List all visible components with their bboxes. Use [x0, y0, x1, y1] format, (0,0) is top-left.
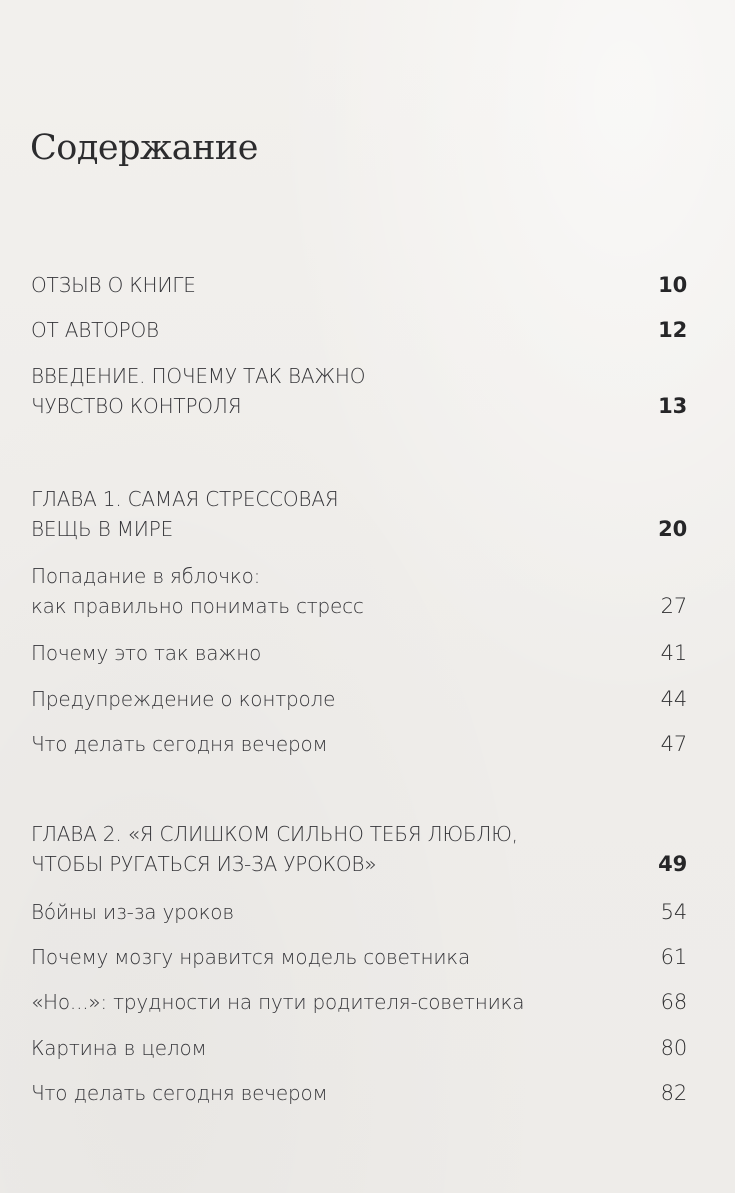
toc-entry-review	[31, 270, 687, 300]
toc-entry-page: 20	[658, 517, 687, 541]
toc-entry-title: Предупреждение о контроле	[31, 687, 336, 711]
toc-entry-section	[31, 897, 687, 927]
toc-entry-chapter-1	[31, 484, 687, 544]
toc-entry-section	[31, 1033, 687, 1063]
toc-entry-title: Почему мозгу нравится модель советника	[31, 945, 471, 969]
toc-entry-page: 41	[660, 641, 687, 665]
toc-entry-page: 68	[660, 990, 687, 1014]
toc-entry-title: Попадание в яблочко: как правильно понимать стресс	[31, 564, 364, 618]
toc-entry-section	[31, 638, 687, 668]
toc-entry-title: Что делать сегодня вечером	[31, 732, 328, 756]
contents-heading: Содержание	[30, 128, 258, 168]
toc-entry-section	[31, 987, 687, 1017]
toc-entry-page: 54	[660, 900, 687, 924]
toc-entry-page: 82	[660, 1081, 687, 1105]
toc-entry-section	[31, 1078, 687, 1108]
toc-entry-title: ОТЗЫВ О КНИГЕ	[31, 273, 196, 297]
toc-entry-title: «Но...»: трудности на пути родителя-советника	[31, 990, 525, 1014]
toc-entry-section	[31, 942, 687, 972]
toc-entry-title: ГЛАВА 2. «Я СЛИШКОМ СИЛЬНО ТЕБЯ ЛЮБЛЮ, ЧТОБЫ РУГАТЬСЯ ИЗ-ЗА УРОКОВ»	[31, 822, 518, 876]
toc-entry-page: 49	[658, 852, 687, 876]
toc-entry-section	[31, 729, 687, 759]
toc-entry-page: 61	[660, 945, 687, 969]
toc-entry-introduction	[31, 361, 687, 421]
toc-entry-page: 27	[660, 594, 687, 618]
toc-entry-from-authors	[31, 315, 687, 345]
toc-entry-section	[31, 561, 687, 621]
toc-entry-title: Что делать сегодня вечером	[31, 1081, 328, 1105]
toc-entry-title: Картина в целом	[31, 1036, 207, 1060]
toc-entry-title: ОТ АВТОРОВ	[31, 318, 159, 342]
toc-entry-page: 10	[658, 273, 687, 297]
toc-entry-title: ВВЕДЕНИЕ. ПОЧЕМУ ТАК ВАЖНО ЧУВСТВО КОНТРОЛЯ	[31, 364, 366, 418]
toc-entry-chapter-2	[31, 819, 687, 879]
toc-entry-page: 47	[660, 732, 687, 756]
toc-entry-page: 44	[660, 687, 687, 711]
toc-entry-page: 80	[660, 1036, 687, 1060]
toc-entry-page: 13	[658, 394, 687, 418]
toc-entry-title: ГЛАВА 1. САМАЯ СТРЕССОВАЯ ВЕЩЬ В МИРЕ	[31, 487, 339, 541]
toc-entry-title: Вóйны из-за уроков	[31, 900, 234, 924]
toc-entry-title: Почему это так важно	[31, 641, 262, 665]
toc-entry-section	[31, 684, 687, 714]
toc-entry-page: 12	[658, 318, 687, 342]
